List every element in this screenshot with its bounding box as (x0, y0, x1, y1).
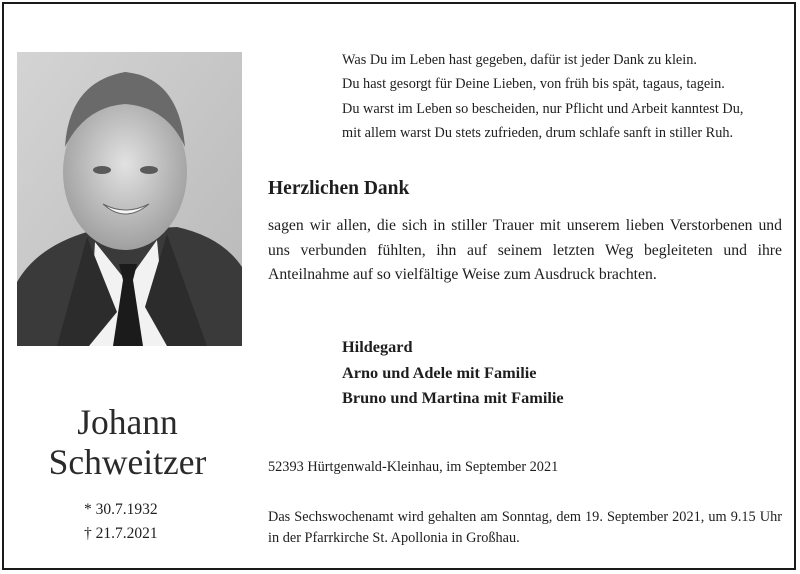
poem-line: mit allem warst Du stets zufrieden, drum schlafe sanft in stiller Ruh. (342, 125, 734, 142)
birth-date: * 30.7.1932 (84, 501, 158, 518)
place-and-date: 52393 Hürtgenwald-Kleinhau, im September 2021 (268, 459, 559, 475)
signer-name: Hildegard (342, 337, 413, 356)
poem-line: Du hast gesorgt für Deine Lieben, von früh bis spät, tagaus, tagein. (342, 76, 725, 93)
death-date: † 21.7.2021 (84, 525, 158, 542)
thanks-body: sagen wir allen, die sich in stiller Trauer mit unserem lieben Verstorbenen und uns verbunden fühlten, ihn auf seinem letzten Weg begleiteten und ihre Anteilnahme auf so vielfältige Weise zum Ausdruck brachten. (268, 217, 782, 284)
service-announcement: Das Sechswochenamt wird gehalten am Sonntag, dem 19. September 2021, um 9.15 Uhr in der Pfarrkirche St. Apollonia in Großhau. (268, 509, 782, 546)
signer-name: Arno und Adele mit Familie (342, 362, 537, 382)
signers-list (342, 334, 564, 411)
deceased-first-name: Johann (77, 402, 178, 442)
signer-name: Bruno und Martina mit Familie (342, 388, 564, 407)
portrait-photo (17, 52, 242, 346)
thanks-heading: Herzlichen Dank (268, 178, 410, 199)
poem-line: Was Du im Leben hast gegeben, dafür ist jeder Dank zu klein. (342, 52, 697, 68)
deceased-last-name: Schweitzer (48, 442, 207, 482)
poem-verse (342, 48, 782, 146)
life-dates (84, 498, 158, 546)
poem-line: Du warst im Leben so bescheiden, nur Pflicht und Arbeit kanntest Du, (342, 100, 744, 117)
deceased-name (20, 402, 235, 482)
